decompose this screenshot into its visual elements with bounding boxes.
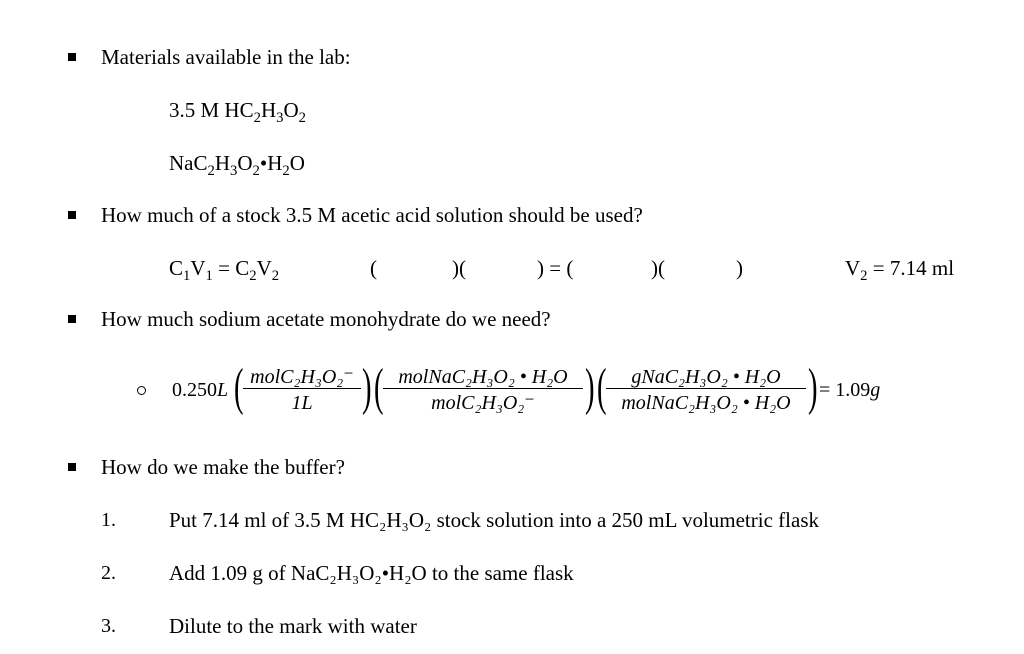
- section-heading-materials: Materials available in the lab:: [101, 45, 351, 69]
- paren-open-2: (: [374, 359, 384, 416]
- factor-1: molC₂H₃O₂⁻ 1L: [243, 366, 361, 414]
- step-text: Dilute to the mark with water: [169, 614, 417, 638]
- paren-close-3: ): [808, 359, 818, 416]
- dilution-result: $V_2 = 7.14$ ml: [845, 256, 955, 285]
- section-heading-stock-volume: How much of a stock 3.5 M acetic acid solution should be used?: [101, 203, 643, 227]
- bullet-marker: [68, 463, 76, 471]
- paren-open-1: (: [234, 359, 244, 416]
- bullet-marker: [68, 53, 76, 61]
- factor-3: gNaC₂H₃O₂ • H₂O molNaC₂H₃O₂ • H₂O: [606, 366, 806, 414]
- step-number: 1.: [101, 509, 116, 531]
- bullet-marker: [68, 315, 76, 323]
- calc-lead-value: 0.250L: [172, 379, 229, 401]
- blank-paren-mid-2: )(: [651, 256, 665, 280]
- paren-close-2: ): [585, 359, 595, 416]
- factor-2: molNaC₂H₃O₂ • H₂O molC₂H₃O₂⁻: [383, 366, 583, 414]
- blank-paren-close: ): [736, 256, 743, 280]
- paren-open-3: (: [597, 359, 607, 416]
- material-acetic-acid: 3.5 M $HC_2H_3O_2$: [169, 98, 306, 127]
- bullet-marker: [68, 211, 76, 219]
- step-text: Add 1.09 g of NaC₂H₃O₂•H₂O to the same flask: [169, 561, 574, 585]
- step-text: Put 7.14 ml of 3.5 M HC₂H₃O₂ stock solution into a 250 mL volumetric flask: [169, 508, 819, 532]
- paren-close-1: ): [362, 359, 372, 416]
- step-number: 2.: [101, 562, 116, 584]
- section-heading-make-buffer: How do we make the buffer?: [101, 455, 345, 479]
- dilution-equation: $C_1V_1 = C_2V_2$: [169, 256, 280, 285]
- blank-paren-eq: ) = (: [537, 256, 574, 280]
- calc-result: = 1.09g: [819, 379, 881, 401]
- material-sodium-acetate: $NaC_2H_3O_2•H_2O$: [169, 151, 305, 180]
- step-number: 3.: [101, 615, 116, 637]
- blank-paren-mid-1: )(: [452, 256, 466, 280]
- section-heading-sodium-acetate: How much sodium acetate monohydrate do we need?: [101, 307, 551, 331]
- sub-bullet-circle: [137, 386, 146, 395]
- blank-paren-open: (: [370, 256, 377, 280]
